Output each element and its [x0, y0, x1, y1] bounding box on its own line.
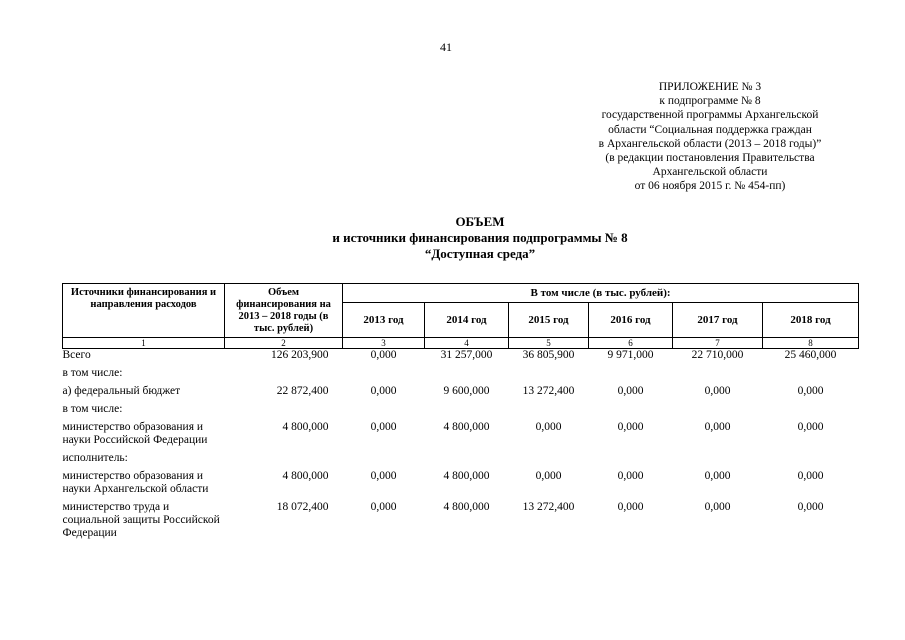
- title-line: ОБЪЕМ: [455, 214, 505, 229]
- financing-table: [62, 283, 859, 540]
- row-value: [589, 367, 673, 385]
- row-label: в том числе:: [62, 367, 123, 379]
- header-total: Объем финансирования на 2013 – 2018 годы (в тыс. рублей): [225, 284, 343, 338]
- header-year: 2014 год: [425, 303, 509, 338]
- row-value: 9 971,000: [607, 349, 654, 361]
- row-value: [763, 452, 859, 470]
- row-label: в том числе:: [62, 403, 123, 415]
- row-value: 36 805,900: [522, 349, 575, 361]
- row-label: исполнитель:: [62, 452, 128, 464]
- page-number: 41: [440, 40, 452, 54]
- header-year: 2017 год: [673, 303, 763, 338]
- appendix-line: (в редакции постановления Правительства: [605, 152, 815, 165]
- row-value: [589, 403, 673, 421]
- row-value: [509, 403, 589, 421]
- appendix-line: государственной программы Архангельской: [601, 109, 819, 122]
- row-total: 18 072,400: [276, 501, 329, 513]
- row-value: [343, 367, 425, 385]
- appendix-line: Архангельской области: [652, 166, 768, 179]
- row-value: 0,000: [370, 501, 397, 513]
- appendix-line: от 06 ноября 2015 г. № 454-пп): [634, 180, 786, 193]
- appendix-header: [540, 80, 880, 194]
- row-value: [343, 403, 425, 421]
- column-number: 2: [225, 338, 343, 349]
- column-number: 5: [509, 338, 589, 349]
- row-value: [763, 367, 859, 385]
- row-total: 126 203,900: [271, 349, 329, 361]
- table-row: [63, 501, 859, 540]
- row-value: 0,000: [797, 421, 824, 433]
- column-number: 1: [63, 338, 225, 349]
- table-row: [63, 470, 859, 501]
- header-year: 2015 год: [509, 303, 589, 338]
- row-label: а) федеральный бюджет: [62, 385, 181, 397]
- header-year: 2016 год: [589, 303, 673, 338]
- row-value: 0,000: [797, 501, 824, 513]
- row-value: [763, 403, 859, 421]
- row-value: [509, 452, 589, 470]
- row-value: 0,000: [617, 470, 644, 482]
- row-total: [225, 403, 343, 421]
- row-value: 4 800,000: [443, 501, 490, 513]
- row-total: 22 872,400: [276, 385, 329, 397]
- row-total: [225, 367, 343, 385]
- column-number: 6: [589, 338, 673, 349]
- table-row: [63, 403, 859, 421]
- row-value: [673, 367, 763, 385]
- row-value: 0,000: [704, 421, 731, 433]
- row-value: 0,000: [617, 421, 644, 433]
- row-value: 0,000: [797, 385, 824, 397]
- row-value: 9 600,000: [443, 385, 490, 397]
- row-label: министерство образования и науки Российской Федерации: [62, 421, 208, 446]
- header-sources: Источники финансирования и направления расходов: [63, 284, 225, 338]
- row-label: министерство образования и науки Архангельской области: [62, 470, 209, 495]
- table-row: [63, 367, 859, 385]
- header-year: 2018 год: [763, 303, 859, 338]
- title-line: “Доступная среда”: [424, 246, 536, 261]
- row-label: Всего: [62, 349, 91, 361]
- row-value: [509, 367, 589, 385]
- row-value: 13 272,400: [522, 385, 575, 397]
- row-value: 0,000: [797, 470, 824, 482]
- row-value: 4 800,000: [443, 470, 490, 482]
- row-value: 0,000: [370, 385, 397, 397]
- row-value: 0,000: [704, 470, 731, 482]
- row-value: 0,000: [535, 421, 562, 433]
- column-number: 8: [763, 338, 859, 349]
- row-label: министерство труда и социальной защиты Российской Федерации: [62, 501, 220, 539]
- row-value: [343, 452, 425, 470]
- table-row: [63, 385, 859, 403]
- title-line: и источники финансирования подпрограммы № 8: [332, 230, 628, 245]
- header-group: В том числе (в тыс. рублей):: [343, 284, 859, 303]
- row-value: 31 257,000: [440, 349, 493, 361]
- row-value: [673, 452, 763, 470]
- row-value: 13 272,400: [522, 501, 575, 513]
- row-value: [673, 403, 763, 421]
- header-year: 2013 год: [343, 303, 425, 338]
- row-value: [425, 403, 509, 421]
- column-number: 7: [673, 338, 763, 349]
- appendix-line: в Архангельской области (2013 – 2018 годы)”: [598, 137, 822, 150]
- document-title: [200, 214, 760, 262]
- row-value: [425, 367, 509, 385]
- row-value: 0,000: [370, 349, 397, 361]
- column-number: 3: [343, 338, 425, 349]
- table-row: [63, 452, 859, 470]
- appendix-line: ПРИЛОЖЕНИЕ № 3: [658, 81, 762, 93]
- table-row: [63, 349, 859, 368]
- row-value: 0,000: [370, 421, 397, 433]
- row-value: 25 460,000: [784, 349, 837, 361]
- appendix-line: к подпрограмме № 8: [659, 95, 761, 108]
- row-total: [225, 452, 343, 470]
- appendix-line: области “Социальная поддержка граждан: [608, 123, 812, 136]
- row-value: 0,000: [704, 385, 731, 397]
- row-value: 22 710,000: [691, 349, 744, 361]
- row-total: 4 800,000: [282, 421, 329, 433]
- row-value: [425, 452, 509, 470]
- row-value: 0,000: [617, 385, 644, 397]
- row-value: [589, 452, 673, 470]
- row-value: 0,000: [617, 501, 644, 513]
- column-number: 4: [425, 338, 509, 349]
- row-value: 0,000: [704, 501, 731, 513]
- row-value: 0,000: [535, 470, 562, 482]
- row-value: 4 800,000: [443, 421, 490, 433]
- row-value: 0,000: [370, 470, 397, 482]
- table-row: [63, 421, 859, 452]
- row-total: 4 800,000: [282, 470, 329, 482]
